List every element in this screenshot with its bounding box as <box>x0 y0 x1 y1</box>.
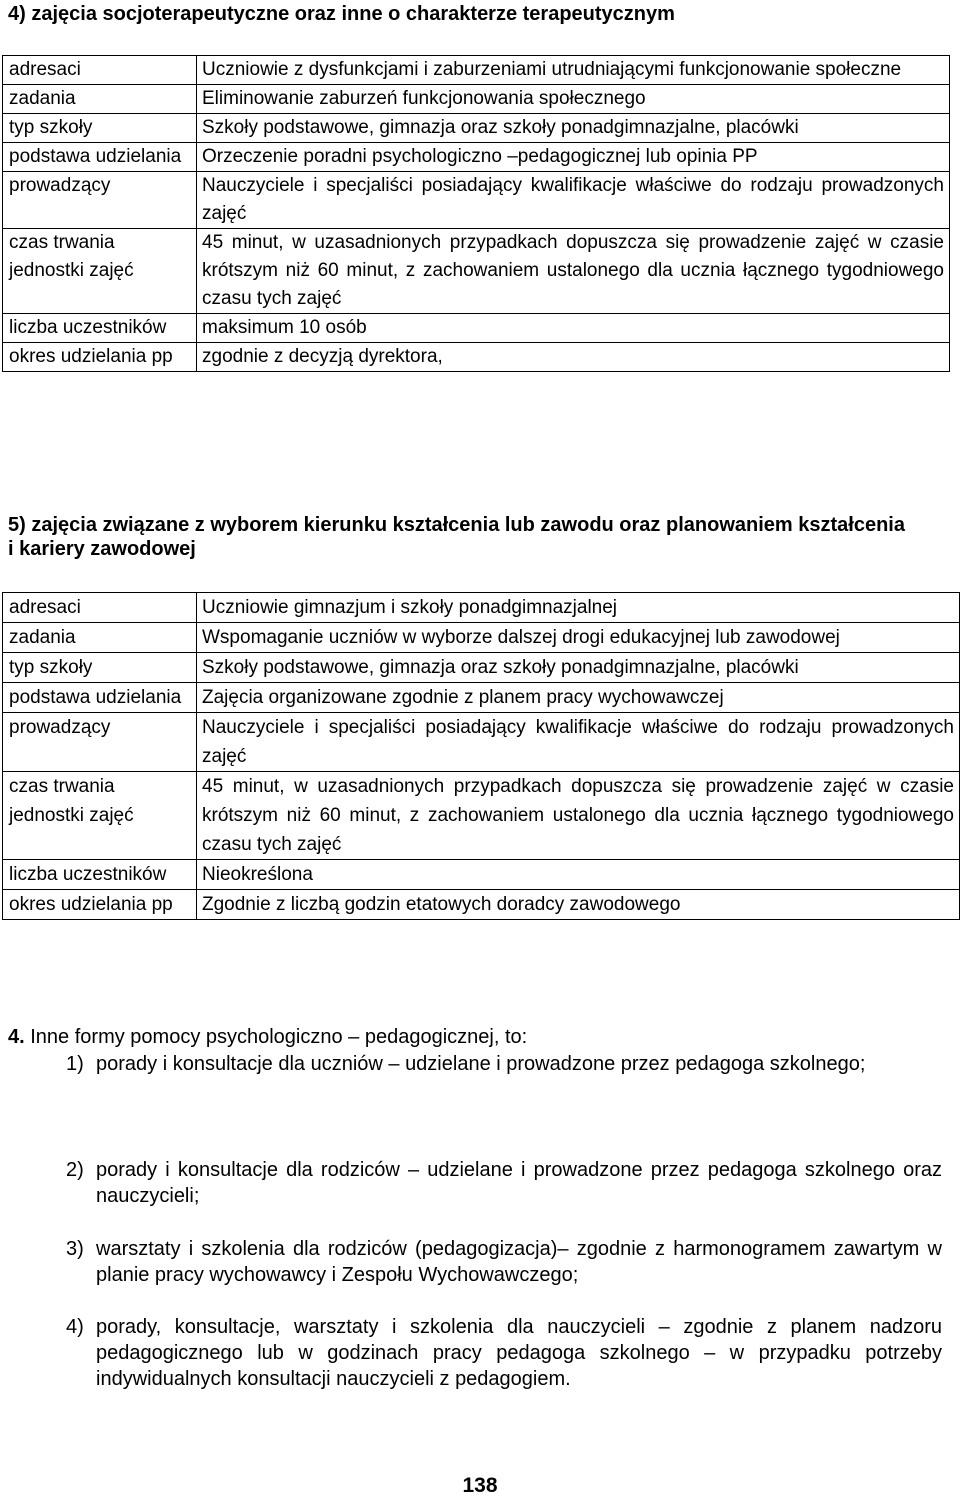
list-item <box>66 1051 942 1077</box>
row-label: zadania <box>3 85 197 114</box>
row-value: maksimum 10 osób <box>197 314 950 343</box>
row-label: typ szkoły <box>3 114 197 143</box>
table-row <box>3 683 960 713</box>
other-forms-title-text: Inne formy pomocy psychologiczno – pedagogicznej, to: <box>24 1026 528 1048</box>
row-value: Wspomaganie uczniów w wyborze dalszej drogi edukacyjnej lub zawodowej <box>197 623 960 653</box>
row-value: Uczniowie gimnazjum i szkoły ponadgimnazjalnej <box>197 593 960 623</box>
table-row <box>3 653 960 683</box>
row-value: Szkoły podstawowe, gimnazja oraz szkoły ponadgimnazjalne, placówki <box>197 653 960 683</box>
page-number: 138 <box>462 1474 498 1497</box>
section-4-table <box>2 55 950 372</box>
list-item <box>66 1236 942 1288</box>
section-5-table <box>2 592 960 920</box>
row-label: adresaci <box>3 593 197 623</box>
table-row <box>3 713 960 772</box>
row-label: podstawa udzielania <box>3 143 197 172</box>
table-row <box>3 593 960 623</box>
row-label: typ szkoły <box>3 653 197 683</box>
table-row <box>3 314 950 343</box>
row-value: Nauczyciele i specjaliści posiadający kwalifikacje właściwe do rodzaju prowadzonych zajęć <box>197 713 960 772</box>
row-value: Szkoły podstawowe, gimnazja oraz szkoły ponadgimnazjalne, placówki <box>197 114 950 143</box>
row-label: liczba uczestników <box>3 860 197 890</box>
table-row <box>3 772 960 860</box>
table-row <box>3 860 960 890</box>
list-item-number: 2) <box>66 1159 84 1181</box>
other-forms-number: 4. <box>8 1026 25 1048</box>
row-label: czas trwania jednostki zajęć <box>3 229 197 314</box>
row-label: prowadzący <box>3 713 197 772</box>
section-4-heading: 4) zajęcia socjoterapeutyczne oraz inne o charakterze terapeutycznym <box>8 3 675 25</box>
row-value: Uczniowie z dysfunkcjami i zaburzeniami utrudniającymi funkcjonowanie społeczne <box>197 56 950 85</box>
row-label: adresaci <box>3 56 197 85</box>
list-item <box>66 1314 942 1392</box>
row-value: Nauczyciele i specjaliści posiadający kwalifikacje właściwe do rodzaju prowadzonych zajęć <box>197 172 950 229</box>
list-item-number: 3) <box>66 1238 84 1260</box>
table-row <box>3 890 960 920</box>
row-label: podstawa udzielania <box>3 683 197 713</box>
row-label: prowadzący <box>3 172 197 229</box>
row-value: 45 minut, w uzasadnionych przypadkach dopuszcza się prowadzenie zajęć w czasie krótszym niż 60 minut, z zachowaniem ustalonego dla ucznia łącznego tygodniowego czasu tych zajęć <box>197 772 960 860</box>
list-item-text: warsztaty i szkolenia dla rodziców (pedagogizacja)– zgodnie z harmonogramem zawartym w planie pracy wychowawcy i Zespołu Wychowawczego; <box>96 1238 942 1286</box>
row-value: 45 minut, w uzasadnionych przypadkach dopuszcza się prowadzenie zajęć w czasie krótszym niż 60 minut, z zachowaniem ustalonego dla ucznia łącznego tygodniowego czasu tych zajęć <box>197 229 950 314</box>
row-value: Zgodnie z liczbą godzin etatowych doradcy zawodowego <box>197 890 960 920</box>
list-item-text: porady i konsultacje dla uczniów – udzielane i prowadzone przez pedagoga szkolnego; <box>96 1053 866 1075</box>
list-item-text: porady, konsultacje, warsztaty i szkolenia dla nauczycieli – zgodnie z planem nadzoru pedagogicznego lub w godzinach pracy pedagoga szkolnego – w przypadku potrzeby indywidualnych konsultacji nauczycieli z pedagogiem. <box>96 1316 942 1390</box>
table-row <box>3 229 950 314</box>
row-label: czas trwania jednostki zajęć <box>3 772 197 860</box>
table-row <box>3 143 950 172</box>
table-row <box>3 172 950 229</box>
row-label: liczba uczestników <box>3 314 197 343</box>
row-label: okres udzielania pp <box>3 890 197 920</box>
table-row <box>3 56 950 85</box>
row-label: okres udzielania pp <box>3 343 197 372</box>
table-row <box>3 114 950 143</box>
table-row <box>3 623 960 653</box>
row-value: Nieokreślona <box>197 860 960 890</box>
row-value: Zajęcia organizowane zgodnie z planem pracy wychowawczej <box>197 683 960 713</box>
row-value: Orzeczenie poradni psychologiczno –pedagogicznej lub opinia PP <box>197 143 950 172</box>
section-5-heading: 5) zajęcia związane z wyborem kierunku kształcenia lub zawodu oraz planowaniem kształcenia i kariery zawodowej <box>8 514 905 560</box>
row-value: zgodnie z decyzją dyrektora, <box>197 343 950 372</box>
list-item-number: 4) <box>66 1316 84 1338</box>
table-row <box>3 85 950 114</box>
row-label: zadania <box>3 623 197 653</box>
table-row <box>3 343 950 372</box>
list-item-number: 1) <box>66 1053 84 1075</box>
list-item-text: porady i konsultacje dla rodziców – udzielane i prowadzone przez pedagoga szkolnego oraz nauczycieli; <box>96 1159 942 1207</box>
list-item <box>66 1157 942 1209</box>
row-value: Eliminowanie zaburzeń funkcjonowania społecznego <box>197 85 950 114</box>
other-forms-title <box>8 1025 938 1049</box>
